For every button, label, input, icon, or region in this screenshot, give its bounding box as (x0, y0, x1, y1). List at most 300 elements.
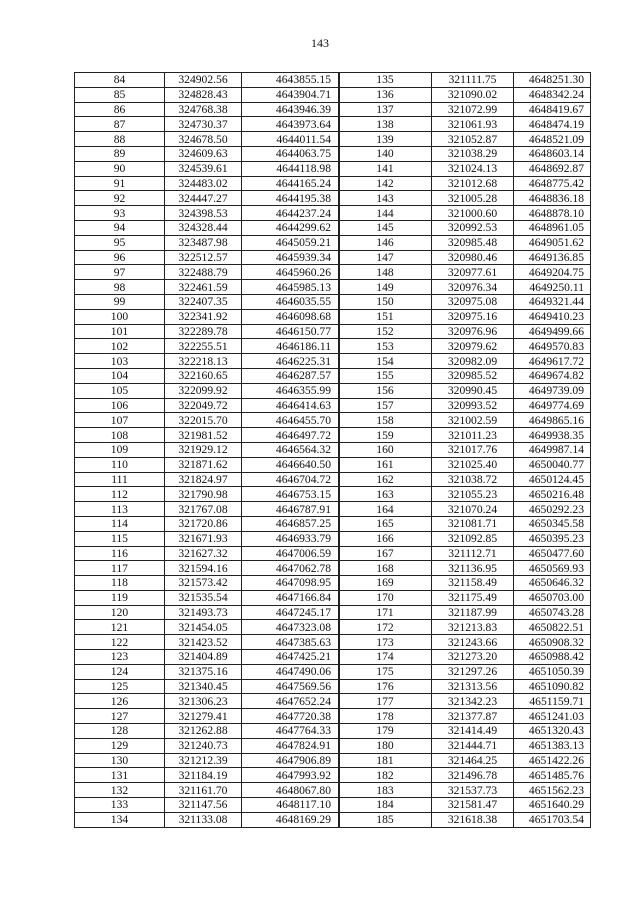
y-coordinate-cell: 4649250.11 (514, 280, 591, 295)
x-coordinate-cell: 321871.62 (165, 457, 242, 472)
y-coordinate-cell: 4650646.32 (514, 576, 591, 591)
x-coordinate-cell: 321454.05 (165, 620, 242, 635)
y-coordinate-cell: 4646455.70 (242, 413, 340, 428)
x-coordinate-cell: 322407.35 (165, 294, 242, 309)
table-row (339, 309, 591, 324)
y-coordinate-cell: 4648521.09 (514, 132, 591, 147)
table-row (339, 442, 591, 457)
x-coordinate-cell: 320980.46 (432, 250, 514, 265)
x-coordinate-cell: 321213.83 (432, 620, 514, 635)
point-number-cell: 165 (339, 516, 432, 531)
table-row (339, 531, 591, 546)
table-row (75, 250, 340, 265)
y-coordinate-cell: 4646414.63 (242, 398, 340, 413)
point-number-cell: 97 (75, 265, 165, 280)
table-row (339, 650, 591, 665)
x-coordinate-cell: 321720.86 (165, 516, 242, 531)
x-coordinate-cell: 321342.23 (432, 694, 514, 709)
x-coordinate-cell: 320975.16 (432, 309, 514, 324)
table-row (339, 117, 591, 132)
y-coordinate-cell: 4648878.10 (514, 206, 591, 221)
x-coordinate-cell: 321052.87 (432, 132, 514, 147)
point-number-cell: 137 (339, 102, 432, 117)
table-row (339, 516, 591, 531)
y-coordinate-cell: 4649774.69 (514, 398, 591, 413)
table-row (75, 176, 340, 191)
y-coordinate-cell: 4648117.10 (242, 798, 340, 813)
table-row (339, 635, 591, 650)
table-row (339, 235, 591, 250)
x-coordinate-cell: 321627.32 (165, 546, 242, 561)
table-row (339, 280, 591, 295)
y-coordinate-cell: 4644118.98 (242, 161, 340, 176)
x-coordinate-cell: 321072.99 (432, 102, 514, 117)
y-coordinate-cell: 4644195.38 (242, 191, 340, 206)
point-number-cell: 99 (75, 294, 165, 309)
point-number-cell: 151 (339, 309, 432, 324)
table-row (339, 546, 591, 561)
x-coordinate-cell: 320985.52 (432, 368, 514, 383)
y-coordinate-cell: 4646857.25 (242, 516, 340, 531)
table-row (339, 354, 591, 369)
x-coordinate-cell: 322255.51 (165, 339, 242, 354)
table-row (339, 605, 591, 620)
table-row (75, 664, 340, 679)
table-row (75, 783, 340, 798)
point-number-cell: 84 (75, 73, 165, 88)
x-coordinate-cell: 320982.09 (432, 354, 514, 369)
table-row (339, 220, 591, 235)
x-coordinate-cell: 321581.47 (432, 798, 514, 813)
y-coordinate-cell: 4647569.56 (242, 679, 340, 694)
table-row (75, 798, 340, 813)
x-coordinate-cell: 324609.63 (165, 146, 242, 161)
point-number-cell: 140 (339, 146, 432, 161)
table-row (75, 442, 340, 457)
point-number-cell: 139 (339, 132, 432, 147)
table-row (339, 146, 591, 161)
y-coordinate-cell: 4644165.24 (242, 176, 340, 191)
y-coordinate-cell: 4646640.50 (242, 457, 340, 472)
x-coordinate-cell: 321090.02 (432, 87, 514, 102)
y-coordinate-cell: 4645985.13 (242, 280, 340, 295)
table-row (339, 324, 591, 339)
x-coordinate-cell: 320985.48 (432, 235, 514, 250)
point-number-cell: 94 (75, 220, 165, 235)
table-row (339, 457, 591, 472)
point-number-cell: 111 (75, 472, 165, 487)
point-number-cell: 152 (339, 324, 432, 339)
point-number-cell: 122 (75, 635, 165, 650)
y-coordinate-cell: 4645059.21 (242, 235, 340, 250)
point-number-cell: 129 (75, 738, 165, 753)
x-coordinate-cell: 321767.08 (165, 502, 242, 517)
y-coordinate-cell: 4649051.62 (514, 235, 591, 250)
table-row (75, 146, 340, 161)
table-row (75, 73, 340, 88)
table-row (339, 265, 591, 280)
point-number-cell: 150 (339, 294, 432, 309)
table-row (339, 102, 591, 117)
y-coordinate-cell: 4647993.92 (242, 768, 340, 783)
point-number-cell: 117 (75, 561, 165, 576)
x-coordinate-cell: 322015.70 (165, 413, 242, 428)
x-coordinate-cell: 321535.54 (165, 590, 242, 605)
y-coordinate-cell: 4650477.60 (514, 546, 591, 561)
y-coordinate-cell: 4643904.71 (242, 87, 340, 102)
table-row (75, 679, 340, 694)
table-row (75, 487, 340, 502)
point-number-cell: 134 (75, 812, 165, 827)
y-coordinate-cell: 4648342.24 (514, 87, 591, 102)
point-number-cell: 92 (75, 191, 165, 206)
x-coordinate-cell: 321081.71 (432, 516, 514, 531)
x-coordinate-cell: 321184.19 (165, 768, 242, 783)
y-coordinate-cell: 4647652.24 (242, 694, 340, 709)
table-row (75, 206, 340, 221)
y-coordinate-cell: 4650908.32 (514, 635, 591, 650)
point-number-cell: 153 (339, 339, 432, 354)
x-coordinate-cell: 324483.02 (165, 176, 242, 191)
x-coordinate-cell: 321038.72 (432, 472, 514, 487)
page-number: 143 (311, 36, 329, 50)
table-row (339, 132, 591, 147)
point-number-cell: 141 (339, 161, 432, 176)
y-coordinate-cell: 4647720.38 (242, 709, 340, 724)
x-coordinate-cell: 320977.61 (432, 265, 514, 280)
x-coordinate-cell: 321929.12 (165, 442, 242, 457)
y-coordinate-cell: 4649410.23 (514, 309, 591, 324)
table-row (339, 679, 591, 694)
x-coordinate-cell: 321464.25 (432, 753, 514, 768)
table-row (339, 768, 591, 783)
x-coordinate-cell: 324539.61 (165, 161, 242, 176)
y-coordinate-cell: 4646287.57 (242, 368, 340, 383)
y-coordinate-cell: 4651383.13 (514, 738, 591, 753)
point-number-cell: 88 (75, 132, 165, 147)
y-coordinate-cell: 4649136.85 (514, 250, 591, 265)
table-row (75, 709, 340, 724)
table-row (75, 605, 340, 620)
table-row (75, 812, 340, 827)
x-coordinate-cell: 324678.50 (165, 132, 242, 147)
coordinates-table-right (338, 72, 591, 828)
y-coordinate-cell: 4649617.72 (514, 354, 591, 369)
coordinates-table-right-body (339, 73, 591, 828)
point-number-cell: 101 (75, 324, 165, 339)
point-number-cell: 112 (75, 487, 165, 502)
y-coordinate-cell: 4651050.39 (514, 664, 591, 679)
table-row (339, 413, 591, 428)
y-coordinate-cell: 4647098.95 (242, 576, 340, 591)
y-coordinate-cell: 4651241.03 (514, 709, 591, 724)
table-row (339, 812, 591, 827)
y-coordinate-cell: 4646225.31 (242, 354, 340, 369)
y-coordinate-cell: 4648251.30 (514, 73, 591, 88)
x-coordinate-cell: 322099.92 (165, 383, 242, 398)
coordinates-table-left-body (75, 73, 340, 828)
y-coordinate-cell: 4650124.45 (514, 472, 591, 487)
point-number-cell: 155 (339, 368, 432, 383)
x-coordinate-cell: 321147.56 (165, 798, 242, 813)
point-number-cell: 149 (339, 280, 432, 295)
x-coordinate-cell: 324328.44 (165, 220, 242, 235)
y-coordinate-cell: 4650703.00 (514, 590, 591, 605)
x-coordinate-cell: 322488.79 (165, 265, 242, 280)
x-coordinate-cell: 322289.78 (165, 324, 242, 339)
y-coordinate-cell: 4648067.80 (242, 783, 340, 798)
y-coordinate-cell: 4651090.82 (514, 679, 591, 694)
table-row (339, 620, 591, 635)
y-coordinate-cell: 4651422.26 (514, 753, 591, 768)
y-coordinate-cell: 4649739.09 (514, 383, 591, 398)
y-coordinate-cell: 4643973.64 (242, 117, 340, 132)
x-coordinate-cell: 321306.23 (165, 694, 242, 709)
y-coordinate-cell: 4649938.35 (514, 428, 591, 443)
point-number-cell: 156 (339, 383, 432, 398)
point-number-cell: 115 (75, 531, 165, 546)
point-number-cell: 109 (75, 442, 165, 457)
x-coordinate-cell: 321243.66 (432, 635, 514, 650)
point-number-cell: 132 (75, 783, 165, 798)
x-coordinate-cell: 324447.27 (165, 191, 242, 206)
table-row (339, 191, 591, 206)
y-coordinate-cell: 4643946.39 (242, 102, 340, 117)
table-row (75, 502, 340, 517)
point-number-cell: 113 (75, 502, 165, 517)
x-coordinate-cell: 324828.43 (165, 87, 242, 102)
x-coordinate-cell: 320979.62 (432, 339, 514, 354)
table-row (339, 487, 591, 502)
x-coordinate-cell: 321136.95 (432, 561, 514, 576)
x-coordinate-cell: 321000.60 (432, 206, 514, 221)
y-coordinate-cell: 4650743.28 (514, 605, 591, 620)
y-coordinate-cell: 4647425.21 (242, 650, 340, 665)
x-coordinate-cell: 321017.76 (432, 442, 514, 457)
table-row (75, 650, 340, 665)
x-coordinate-cell: 320975.08 (432, 294, 514, 309)
y-coordinate-cell: 4647764.33 (242, 724, 340, 739)
table-row (339, 294, 591, 309)
point-number-cell: 121 (75, 620, 165, 635)
point-number-cell: 147 (339, 250, 432, 265)
y-coordinate-cell: 4649499.66 (514, 324, 591, 339)
table-row (75, 354, 340, 369)
point-number-cell: 95 (75, 235, 165, 250)
point-number-cell: 108 (75, 428, 165, 443)
x-coordinate-cell: 321175.49 (432, 590, 514, 605)
point-number-cell: 123 (75, 650, 165, 665)
point-number-cell: 157 (339, 398, 432, 413)
x-coordinate-cell: 322341.92 (165, 309, 242, 324)
y-coordinate-cell: 4646098.68 (242, 309, 340, 324)
y-coordinate-cell: 4651562.23 (514, 783, 591, 798)
point-number-cell: 181 (339, 753, 432, 768)
point-number-cell: 143 (339, 191, 432, 206)
table-row (75, 309, 340, 324)
point-number-cell: 96 (75, 250, 165, 265)
x-coordinate-cell: 321824.97 (165, 472, 242, 487)
point-number-cell: 145 (339, 220, 432, 235)
table-row (339, 694, 591, 709)
point-number-cell: 124 (75, 664, 165, 679)
y-coordinate-cell: 4650822.51 (514, 620, 591, 635)
point-number-cell: 177 (339, 694, 432, 709)
y-coordinate-cell: 4651159.71 (514, 694, 591, 709)
table-row (339, 73, 591, 88)
point-number-cell: 185 (339, 812, 432, 827)
x-coordinate-cell: 322512.57 (165, 250, 242, 265)
x-coordinate-cell: 321240.73 (165, 738, 242, 753)
point-number-cell: 159 (339, 428, 432, 443)
x-coordinate-cell: 323487.98 (165, 235, 242, 250)
x-coordinate-cell: 321002.59 (432, 413, 514, 428)
y-coordinate-cell: 4650569.93 (514, 561, 591, 576)
table-row (75, 620, 340, 635)
x-coordinate-cell: 324398.53 (165, 206, 242, 221)
point-number-cell: 183 (339, 783, 432, 798)
y-coordinate-cell: 4645960.26 (242, 265, 340, 280)
point-number-cell: 133 (75, 798, 165, 813)
table-row (75, 398, 340, 413)
y-coordinate-cell: 4648474.19 (514, 117, 591, 132)
point-number-cell: 135 (339, 73, 432, 88)
y-coordinate-cell: 4646753.15 (242, 487, 340, 502)
x-coordinate-cell: 321404.89 (165, 650, 242, 665)
y-coordinate-cell: 4648169.29 (242, 812, 340, 827)
point-number-cell: 176 (339, 679, 432, 694)
y-coordinate-cell: 4650040.77 (514, 457, 591, 472)
x-coordinate-cell: 321618.38 (432, 812, 514, 827)
x-coordinate-cell: 321313.56 (432, 679, 514, 694)
point-number-cell: 154 (339, 354, 432, 369)
table-row (75, 294, 340, 309)
table-row (75, 531, 340, 546)
point-number-cell: 179 (339, 724, 432, 739)
table-row (339, 709, 591, 724)
x-coordinate-cell: 321423.52 (165, 635, 242, 650)
table-row (75, 280, 340, 295)
point-number-cell: 128 (75, 724, 165, 739)
table-row (75, 635, 340, 650)
table-row (75, 87, 340, 102)
x-coordinate-cell: 321594.16 (165, 561, 242, 576)
x-coordinate-cell: 321279.41 (165, 709, 242, 724)
table-row (75, 132, 340, 147)
y-coordinate-cell: 4647385.63 (242, 635, 340, 650)
point-number-cell: 180 (339, 738, 432, 753)
x-coordinate-cell: 320976.34 (432, 280, 514, 295)
y-coordinate-cell: 4648961.05 (514, 220, 591, 235)
point-number-cell: 144 (339, 206, 432, 221)
x-coordinate-cell: 321297.26 (432, 664, 514, 679)
point-number-cell: 118 (75, 576, 165, 591)
x-coordinate-cell: 321340.45 (165, 679, 242, 694)
table-row (75, 457, 340, 472)
point-number-cell: 160 (339, 442, 432, 457)
y-coordinate-cell: 4644237.24 (242, 206, 340, 221)
point-number-cell: 168 (339, 561, 432, 576)
point-number-cell: 167 (339, 546, 432, 561)
y-coordinate-cell: 4650216.48 (514, 487, 591, 502)
x-coordinate-cell: 321024.13 (432, 161, 514, 176)
y-coordinate-cell: 4648603.14 (514, 146, 591, 161)
point-number-cell: 100 (75, 309, 165, 324)
y-coordinate-cell: 4647490.06 (242, 664, 340, 679)
x-coordinate-cell: 321005.28 (432, 191, 514, 206)
x-coordinate-cell: 321790.98 (165, 487, 242, 502)
point-number-cell: 142 (339, 176, 432, 191)
point-number-cell: 86 (75, 102, 165, 117)
x-coordinate-cell: 321444.71 (432, 738, 514, 753)
x-coordinate-cell: 321092.85 (432, 531, 514, 546)
y-coordinate-cell: 4646150.77 (242, 324, 340, 339)
point-number-cell: 138 (339, 117, 432, 132)
table-row (339, 176, 591, 191)
coordinates-table-left (74, 72, 340, 828)
point-number-cell: 85 (75, 87, 165, 102)
point-number-cell: 162 (339, 472, 432, 487)
x-coordinate-cell: 324730.37 (165, 117, 242, 132)
point-number-cell: 131 (75, 768, 165, 783)
point-number-cell: 148 (339, 265, 432, 280)
table-row (339, 206, 591, 221)
y-coordinate-cell: 4649865.16 (514, 413, 591, 428)
point-number-cell: 166 (339, 531, 432, 546)
y-coordinate-cell: 4647245.17 (242, 605, 340, 620)
y-coordinate-cell: 4650292.23 (514, 502, 591, 517)
x-coordinate-cell: 321158.49 (432, 576, 514, 591)
y-coordinate-cell: 4649674.82 (514, 368, 591, 383)
point-number-cell: 106 (75, 398, 165, 413)
table-row (75, 324, 340, 339)
x-coordinate-cell: 321038.29 (432, 146, 514, 161)
y-coordinate-cell: 4647906.89 (242, 753, 340, 768)
x-coordinate-cell: 321011.23 (432, 428, 514, 443)
y-coordinate-cell: 4650345.58 (514, 516, 591, 531)
x-coordinate-cell: 321212.39 (165, 753, 242, 768)
table-row (75, 161, 340, 176)
x-coordinate-cell: 320990.45 (432, 383, 514, 398)
y-coordinate-cell: 4644299.62 (242, 220, 340, 235)
table-row (339, 590, 591, 605)
table-row (75, 590, 340, 605)
point-number-cell: 163 (339, 487, 432, 502)
x-coordinate-cell: 321112.71 (432, 546, 514, 561)
point-number-cell: 146 (339, 235, 432, 250)
point-number-cell: 110 (75, 457, 165, 472)
point-number-cell: 103 (75, 354, 165, 369)
table-row (339, 398, 591, 413)
point-number-cell: 91 (75, 176, 165, 191)
table-row (75, 472, 340, 487)
table-row (339, 561, 591, 576)
table-row (339, 339, 591, 354)
point-number-cell: 171 (339, 605, 432, 620)
y-coordinate-cell: 4648419.67 (514, 102, 591, 117)
table-row (75, 220, 340, 235)
table-row (75, 768, 340, 783)
x-coordinate-cell: 321537.73 (432, 783, 514, 798)
y-coordinate-cell: 4647323.08 (242, 620, 340, 635)
point-number-cell: 161 (339, 457, 432, 472)
y-coordinate-cell: 4649987.14 (514, 442, 591, 457)
point-number-cell: 127 (75, 709, 165, 724)
point-number-cell: 90 (75, 161, 165, 176)
y-coordinate-cell: 4650395.23 (514, 531, 591, 546)
y-coordinate-cell: 4649570.83 (514, 339, 591, 354)
x-coordinate-cell: 321055.23 (432, 487, 514, 502)
